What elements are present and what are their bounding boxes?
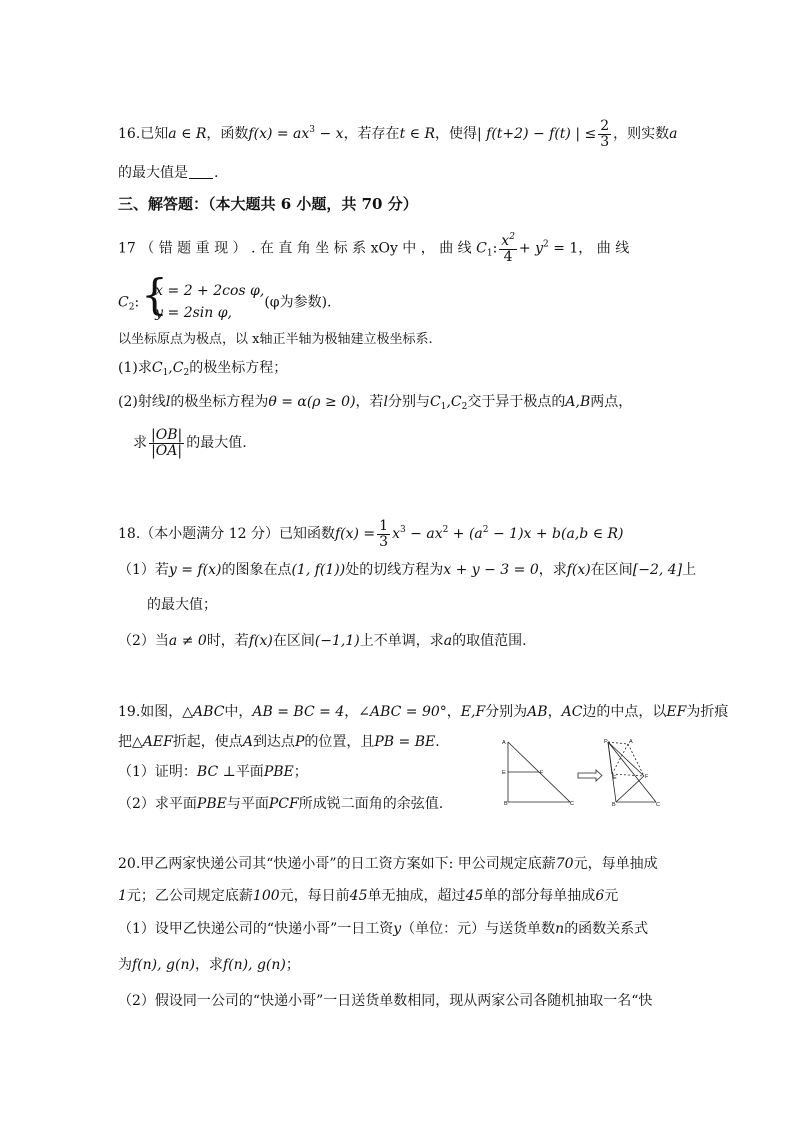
math-fraction [499,233,517,264]
label-b: B [504,801,508,806]
math-a-in-r: a ∈ R [168,126,207,143]
frac-denominator: 3 [600,133,610,150]
math-fraction [149,428,184,458]
q20-text: 元，每单抽成 [573,856,658,872]
q17-text: 两点， [590,394,633,410]
math-fraction [598,119,611,149]
q17-text: ， 曲 线 [578,240,630,257]
q18-part1 [118,563,696,578]
math-subscript: 1 [486,248,493,259]
math-function: f(x) = ax [248,126,310,143]
math-c: C [151,360,163,376]
math-exponent: 3 [309,125,316,136]
frac-denominator: 3 [379,533,389,550]
math-c: C [430,394,441,410]
math-condition: a ≠ 0 [168,633,207,649]
q18-part1-cont: 的最大值； [147,597,217,613]
q20-text: 元 [604,888,619,904]
math-exponent: 2 [482,525,489,536]
math-triangle: △ABC [182,704,225,720]
math-fraction [377,519,390,549]
system-row-2: y = 2sin φ, [155,305,233,322]
segment-af-dashed [628,744,644,776]
q20-text: （1）设甲乙快递公司的“快递小哥”一日工资 [118,921,394,937]
math-eq: PB = BE [374,734,436,750]
math-t-in-r: t ∈ R [399,126,435,143]
math-perp: BC ⊥ [196,764,236,780]
math-var-n: n [555,921,565,937]
q19-part2 [118,797,443,812]
math-plane: PCF [268,796,299,812]
q16-text: ，若存在 [343,126,400,143]
frac-numerator: 2 [600,118,610,134]
math-segment: AB [527,704,548,720]
math-l: l [383,394,389,410]
math-points: E,F [460,704,486,720]
math-c: ,C [446,394,462,410]
q20-part2: （2）假设同一公司的“快递小哥”一日送货单数相同，现从两家公司各随机抽取一名“快 [118,993,653,1009]
math-c2: C [118,294,129,311]
segment-ef-folded [612,774,644,776]
segment-pf [608,742,644,776]
q16-text: . [214,165,219,181]
math-exponent: 2 [442,525,449,536]
math-term: + (a [448,526,483,543]
math-plus-y: + y [518,240,544,257]
math-term: x [392,526,400,543]
math-interval: (−1,1) [314,633,360,649]
math-term: − 1)x + b(a,b ∈ R) [488,526,624,543]
q20-text: 单无抽成，超过 [367,888,466,904]
q17-text: 求 [133,435,147,452]
math-plane: PBE [196,796,227,812]
arrow-icon [578,770,602,781]
number: 45 [465,888,484,904]
q20-line1 [118,857,658,872]
q18-text: 上 [682,562,697,578]
math-subscript: 2 [183,368,190,378]
q20-text: ； [285,957,300,973]
math-segment: EF [666,704,687,720]
q18-text: 18.（本小题满分 12 分）已知函数 [118,526,335,543]
answer-blank [189,178,213,179]
label-b2: B [612,802,616,806]
math-point: P [294,734,305,750]
q18-text: 的取值范围. [452,633,527,649]
math-interval: [−2, 4] [632,562,683,578]
section-title: 三、解答题：（本大题共 6 小题，共 70 分） [118,195,418,213]
q19-line1 [118,705,728,720]
q20-part1 [118,922,648,937]
q20-text: 为 [118,957,132,973]
q19-text: 边的中点，以 [582,704,667,720]
q19-text: （2）求平面 [118,796,197,812]
q19-text: 折起，使点 [172,734,243,750]
q17-text: : [492,240,498,257]
number: 1 [118,888,127,904]
math-function-tail: − x [315,126,344,143]
math-x: x [501,233,510,249]
q17-text: 交于异于极点的 [467,394,566,410]
q18-text: 在区间 [590,562,633,578]
q17-text: 分别与 [388,394,431,410]
q19-text: 与平面 [226,796,269,812]
q17-text: 的最大值. [186,435,247,452]
q16-line1 [118,119,678,149]
frac-denominator: 4 [503,248,513,265]
q17-text: 17 （ 错 题 重 现 ） . 在 直 角 坐 标 系 xOy 中 ， 曲 线 [118,240,472,257]
q19-text: 平面 [235,764,264,780]
number: 70 [555,856,574,872]
math-functions: f(n), g(n) [132,957,195,973]
math-var-y: y [393,921,402,937]
equation-system [141,270,265,325]
q19-text: ； [293,764,308,780]
frac-numerator: |OB| [151,427,183,443]
q18-part2 [118,634,527,649]
number: 45 [349,888,368,904]
q17-text: : [134,294,140,311]
q17-text: (2)射线 [118,394,166,410]
math-term: − ax [405,526,443,543]
q18-text: （2）当 [118,633,169,649]
q17-text: 的极坐标方程； [189,360,288,376]
label-e2: E [613,775,617,781]
number: 6 [595,888,605,904]
math-ab: A,B [565,394,591,410]
segment-bf [616,776,644,802]
q20-text: 元；乙公司规定底薪 [126,888,253,904]
q20-line2 [118,889,618,904]
math-fx: f(x) [566,562,591,578]
q17-text: (1)求 [118,360,152,376]
q17-part1 [118,361,287,379]
q19-text: （1）证明： [118,764,197,780]
q19-text: . [435,734,440,750]
math-polar-eq: θ = α(ρ ≥ 0) [268,394,356,410]
q20-part1-cont [118,958,300,973]
q20-text: 元，每日前 [279,888,350,904]
math-exponent: 2 [543,239,549,250]
q19-text: 到达点 [252,734,295,750]
q17-part2 [118,395,632,413]
q19-text: 的位置，且 [304,734,375,750]
q19-text: 19.如图， [118,704,183,720]
math-var-a: a [443,633,453,649]
math-angle: ∠ABC = 90° [358,704,447,720]
label-f: F [540,770,544,776]
q19-text: ， [446,704,461,720]
q19-text: ， [344,704,359,720]
q18-line1 [118,519,624,549]
number: 100 [252,888,280,904]
q20-text: （单位：元）与送货单数 [401,921,556,937]
q16-text: ，则实数 [613,126,670,143]
label-c2: C [656,802,660,806]
math-eq: AB = BC = 4 [252,704,345,720]
q19-text: 所成锐二面角的余弦值. [298,796,444,812]
q17-line3: 以坐标原点为极点，以 x轴正半轴为极轴建立极坐标系. [118,332,433,347]
q20-text: 20.甲乙两家快递公司其“快递小哥”的日工资方案如下: 甲公司规定底薪 [118,856,556,872]
q17-part2-cont [133,428,247,458]
math-point: A [242,734,253,750]
math-segment: AC [561,704,583,720]
q16-text: 的最大值是 [118,165,188,181]
q19-text: 为折痕 [686,704,729,720]
q17-line1 [118,233,629,264]
label-e: E [502,770,506,776]
q19-text: 中， [224,704,253,720]
math-c1: C [476,240,487,257]
fold-figure [496,736,666,806]
q19-text: 分别为 [485,704,528,720]
left-brace-icon: { [141,270,168,319]
q18-text: ，求 [538,562,567,578]
q18-text: 的图象在点 [221,562,292,578]
math-function: f(x) = [334,526,376,543]
math-subscript: 2 [128,302,135,313]
q18-text: 上不单调，求 [359,633,444,649]
q20-text: 的函数关系式 [564,921,649,937]
math-subscript: 1 [162,368,169,378]
q19-line2 [118,735,440,750]
q20-text: ，求 [194,957,223,973]
math-point: (1, f(1)) [291,562,346,578]
q17-param: (φ为参数) [264,294,328,311]
math-subscript: 2 [461,402,468,412]
math-line-eq: x + y − 3 = 0 [443,562,539,578]
q17-text: ，若 [355,394,384,410]
q16-text: ，使得 [435,126,477,143]
math-var-a: a [669,126,678,143]
q20-text: 单的部分每单抽成 [483,888,596,904]
q18-text: （1）若 [118,562,169,578]
frac-numerator [499,233,517,250]
math-subscript: 1 [440,402,447,412]
math-l: l [165,394,171,410]
math-exponent: 2 [509,232,515,242]
math-eq-one: = 1 [548,240,579,257]
label-a: A [502,740,506,746]
q18-text: 在区间 [272,633,315,649]
math-functions: f(n), g(n) [222,957,286,973]
q16-line2 [118,166,218,181]
math-eq: y = f(x) [168,562,222,578]
frac-denominator: |OA| [151,442,183,459]
label-a2: A [629,739,633,745]
label-c: C [570,801,574,806]
math-abs-expression: | f(t+2) − f(t) | ≤ [477,126,597,143]
math-exponent: 3 [400,525,406,536]
q17-text: . [327,294,332,311]
q19-text: 把 [118,734,132,750]
q19-part1 [118,765,308,780]
math-triangle: △AEF [132,734,173,750]
q19-text: ， [547,704,562,720]
q17-line2 [118,270,332,325]
label-f2: F [645,774,649,780]
math-fx: f(x) [248,633,273,649]
q17-text: 的极坐标方程为 [170,394,269,410]
label-p: P [604,739,608,745]
system-row-1: x = 2 + 2cos φ, [155,283,265,299]
math-plane: PBE [263,764,294,780]
q18-text: 时，若 [206,633,249,649]
frac-numerator: 1 [379,518,389,534]
segment-pa-dashed [608,742,628,744]
q18-text: 处的切线方程为 [345,562,444,578]
q16-text: 16.已知 [118,126,169,143]
math-c: ,C [168,360,184,376]
q16-text: ，函数 [206,126,249,143]
